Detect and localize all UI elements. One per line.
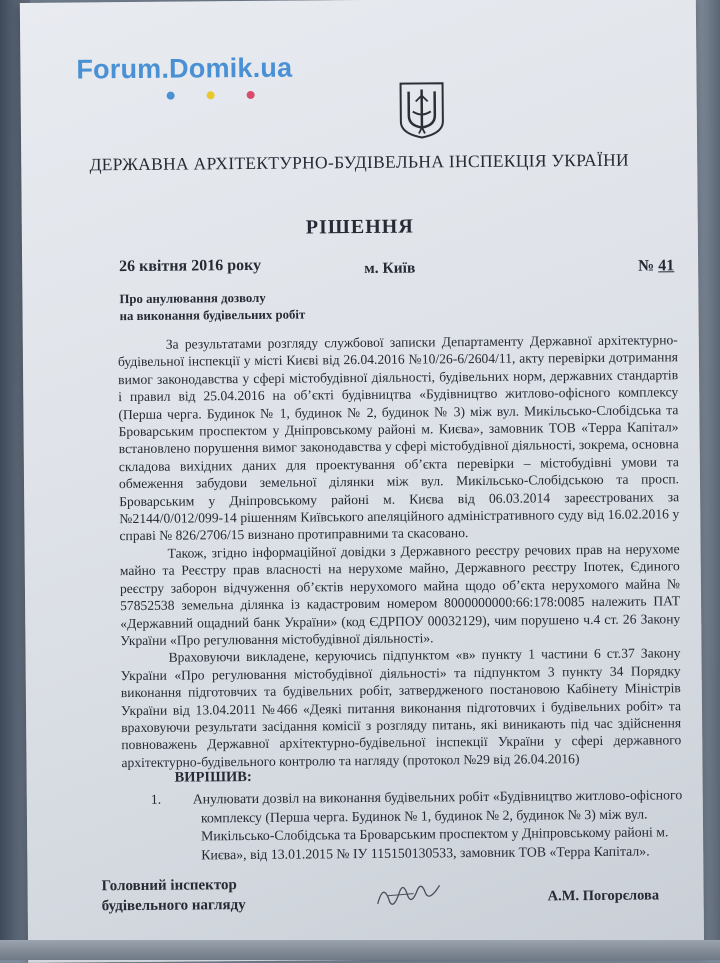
- handwritten-signature: [373, 875, 443, 912]
- document-city: м. Київ: [364, 259, 416, 277]
- signer-position: [101, 875, 245, 916]
- decision-item: [151, 786, 692, 865]
- signer-position-line-1: Головний інспектор: [101, 877, 237, 895]
- decision-item-text: Анулювати дозвіл на виконання будівельних робіт «Будівництво житлово-офісного комплексу (Перша черга. Будинок № 1, будинок № 2, будинок № 3) між вул. Микільсько-Слобідська та Броварським проспектом у Дніпровському районі м. Києва», від 13.01.2015 № ІУ 115150130533, замовник ТОВ «Терра Капітал».: [192, 787, 683, 862]
- subject-line-1: Про анулювання дозволу: [119, 290, 266, 307]
- watermark-dot-yellow: [207, 91, 215, 99]
- document-title: РІШЕННЯ: [305, 215, 414, 239]
- signer-name: А.М. Погорєлова: [547, 887, 660, 905]
- document-number-value: 41: [658, 257, 675, 275]
- decision-item-number: 1.: [150, 791, 162, 807]
- body-paragraph-3: Враховуючи викладене, керуючись підпунктом «в» пункту 1 частини 6 ст.37 Закону України «Про регулювання містобудівної діяльності» та підпунктом 3 пункту 34 Порядку виконання підготовчих та будівельних робіт, затвердженого постановою Кабінету Міністрів України від 13.04.2011 №466 «Деякі питання виконання підготовчих і будівельних робіт» та враховуючи результати засідання комісії з розгляду питань, які виникають під час здійснення повноважень Державної архітектурно-будівельної інспекції України у сфері державного архітектурно-будівельного контролю та нагляду (протокол №29 від 26.04.2016): [120, 645, 682, 770]
- body-paragraph-2: Також, згідно інформаційної довідки з Державного реєстру речових прав на нерухоме майно та Реєстру прав власності на нерухоме майно, Державного реєстру Іпотек, Єдиного реєстру заборон відчуження об’єктів нерухомого майна щодо об’єкта нерухомого майна № 57852538 земельна ділянка із кадастровим номером 8000000000:66:178:0085 належить ПАТ «Державний ощадний банк України» (код ЄДРПОУ 00032129), чим порушено ч.4 ст. 26 Закону України «Про регулювання містобудівної діяльності».: [119, 541, 681, 649]
- watermark-logo: Forum.Domik.ua: [76, 52, 293, 85]
- document-page: [20, 0, 704, 963]
- document-body: [118, 331, 682, 771]
- watermark-dot-blue: [167, 92, 175, 100]
- document-number: [638, 257, 674, 275]
- trident-coat-of-arms-icon: [399, 81, 446, 139]
- decision-heading: ВИРІШИВ:: [174, 768, 252, 786]
- agency-name: ДЕРЖАВНА АРХІТЕКТУРНО-БУДІВЕЛЬНА ІНСПЕКЦІЯ УКРАЇНИ: [89, 149, 630, 175]
- document-subject: [119, 289, 305, 325]
- subject-line-2: на виконання будівельних робіт: [119, 307, 306, 324]
- signer-position-line-2: будівельного нагляду: [101, 897, 246, 915]
- background-bottom-edge: [0, 940, 720, 960]
- body-paragraph-1: За результатами розгляду службової записки Департаменту Державної архітектурно-будівельної інспекції у місті Києві від 26.04.2016 №10/26-6/2604/11, акту перевірки дотримання вимог законодавства у сфері містобудівної діяльності, будівельних норм, державних стандартів і правил від 25.04.2016 на об’єкті будівництва «Будівництво житлово-офісного комплексу (Перша черга. Будинок № 1, будинок № 2, будинок № 3) між вул. Микільсько-Слобідська та Броварським проспектом у Дніпровському районі м. Києва», замовник ТОВ «Терра Капітал» встановлено порушення вимог законодавства у сфері містобудівної діяльності, зокрема, основна складова вихідних даних для проектування об’єкта перевірки – містобудівні умови та обмеження забудови земельної ділянки між вул. Микільсько-Слобідською та просп. Броварським у Дніпровському районі м. Києва від 06.03.2014 зареєстрованих за №2144/0/012/099-14 рішенням Київського апеляційного адміністративного суду від 16.02.2016 у справі № 826/2706/15 визнано протиправними та скасовано.: [117, 332, 680, 544]
- watermark-dot-pink: [247, 91, 255, 99]
- document-number-label: №: [638, 257, 655, 275]
- document-date: 26 квітня 2016 року: [119, 256, 262, 276]
